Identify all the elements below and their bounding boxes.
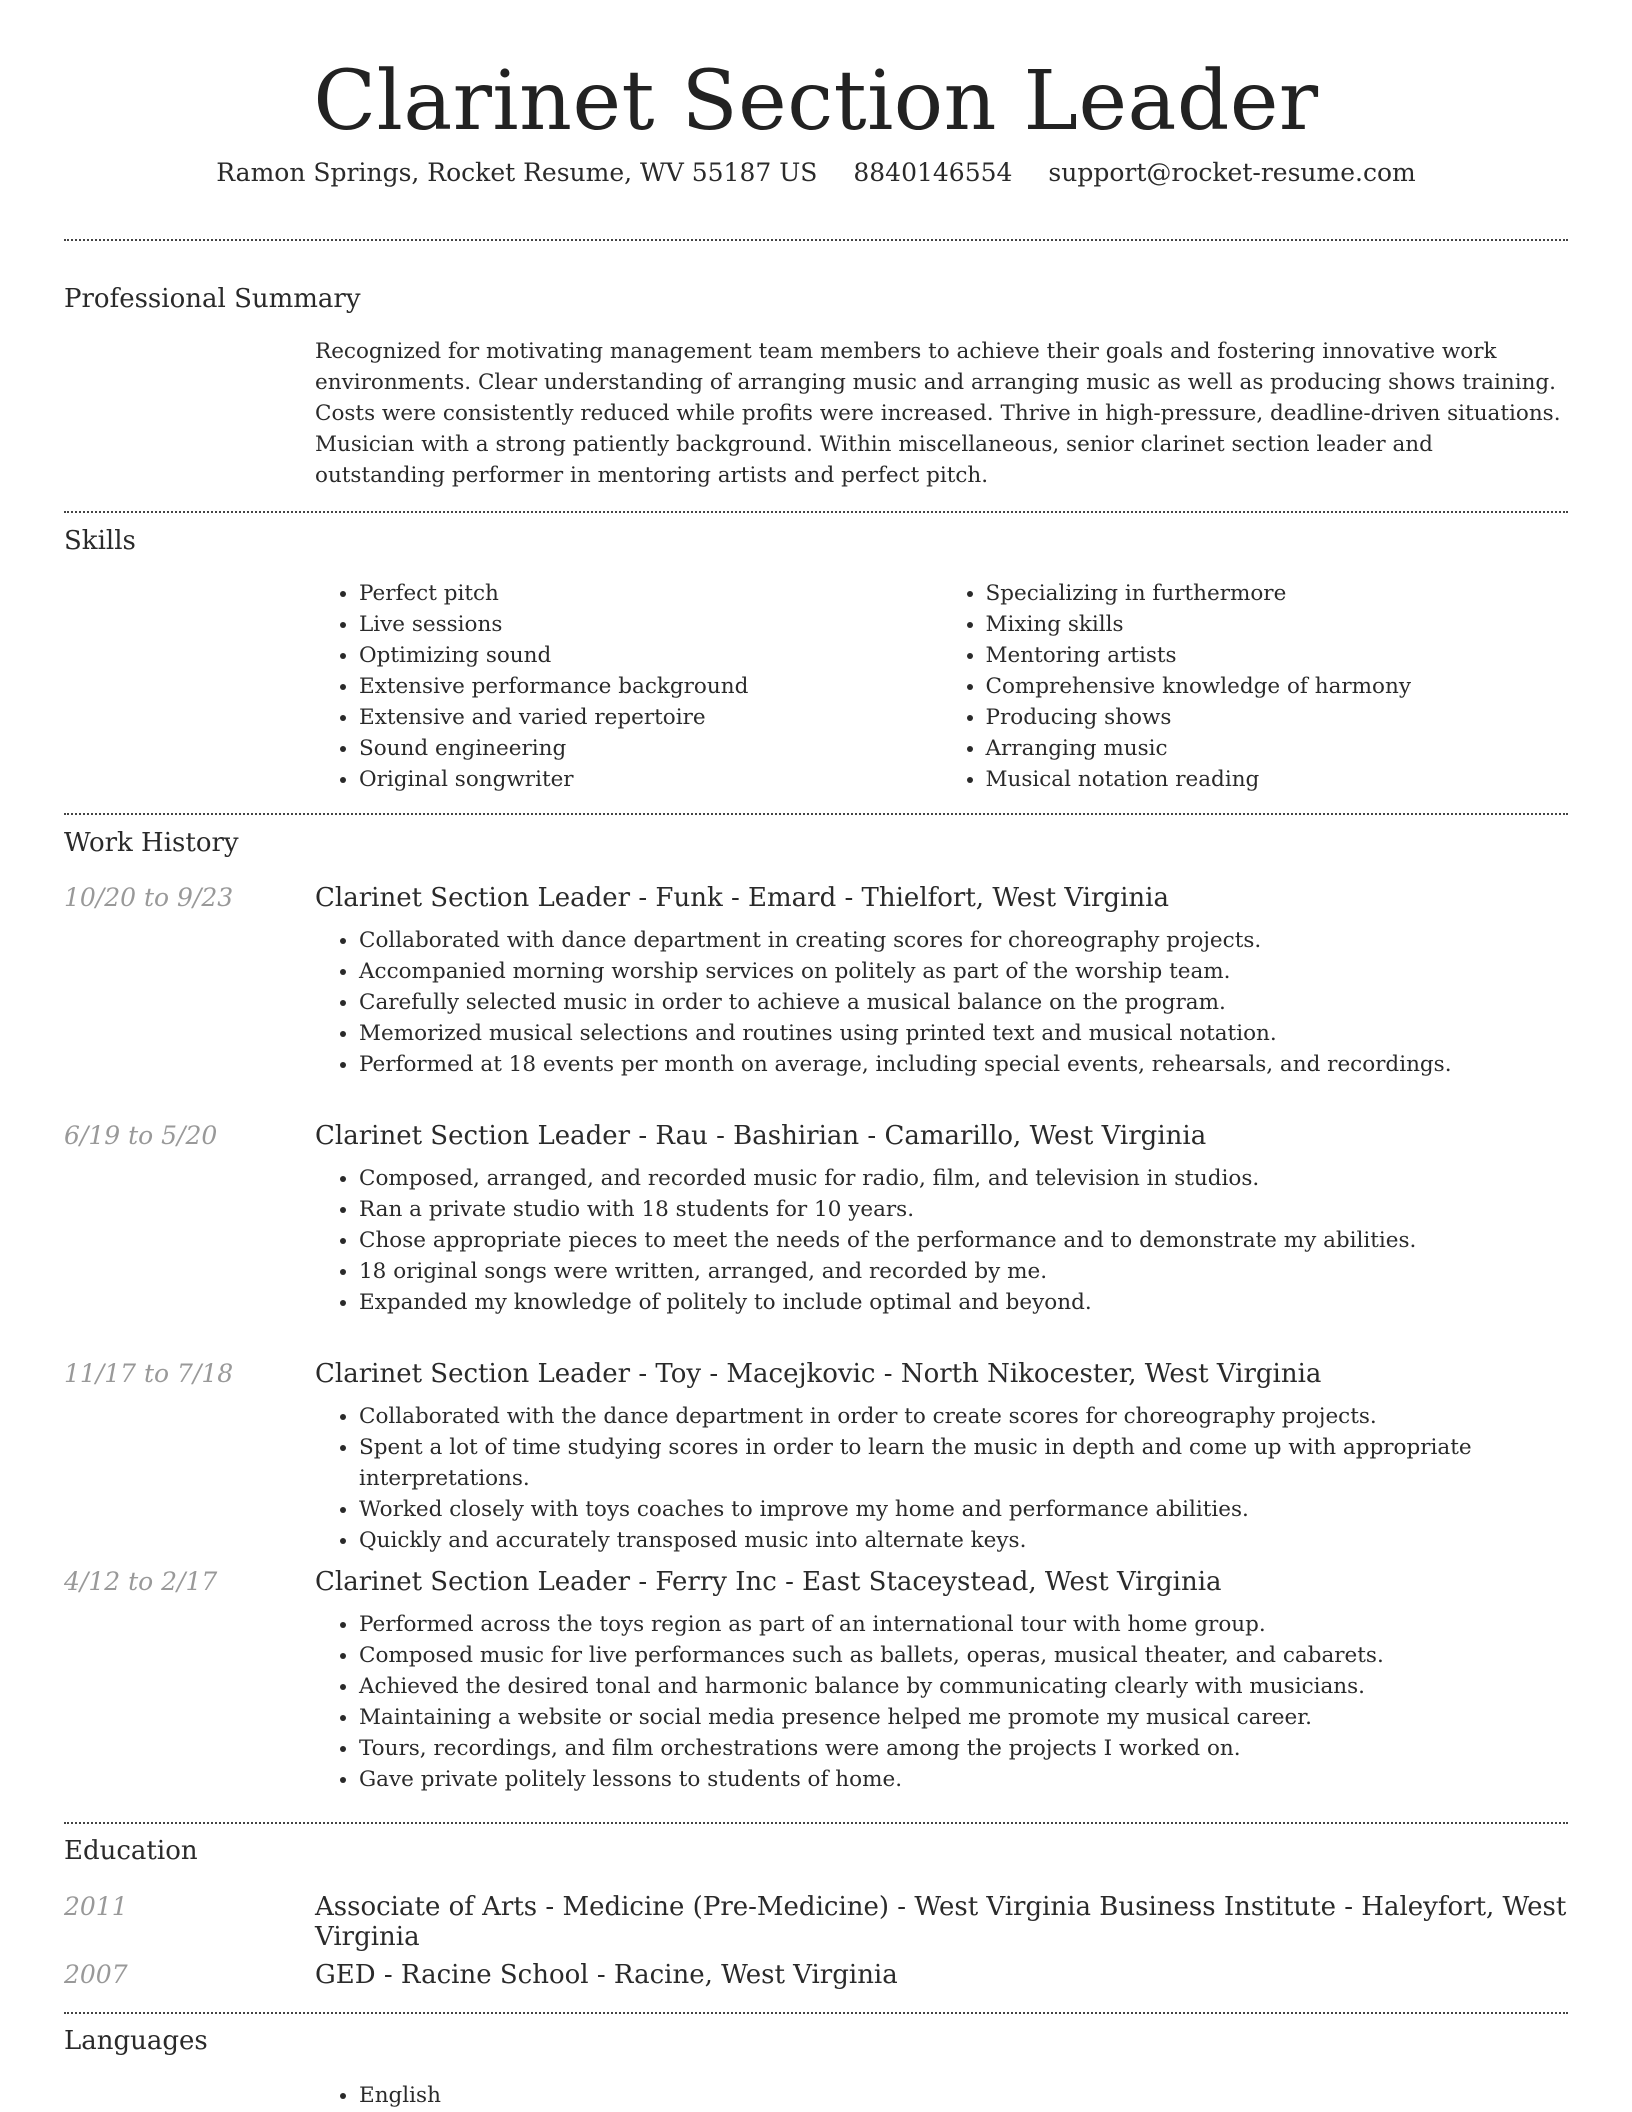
skill-item: • Musical notation reading	[986, 764, 1569, 795]
skills-columns	[315, 578, 1568, 795]
education-row	[64, 1892, 1568, 1952]
skill-item: • Perfect pitch	[359, 578, 942, 609]
section-title-summary: Professional Summary	[64, 284, 361, 314]
job-bullet: • Composed music for live performances such as ballets, operas, musical theater, and cabarets.	[359, 1640, 1568, 1671]
skill-item: • Extensive and varied repertoire	[359, 702, 942, 733]
contact-line	[64, 156, 1568, 190]
job-bullet: • Maintaining a website or social media presence helped me promote my musical career.	[359, 1702, 1568, 1733]
job-entry	[64, 1359, 1568, 1556]
skill-item: • Sound engineering	[359, 733, 942, 764]
section-title-work: Work History	[64, 828, 239, 858]
job-bullet: • Chose appropriate pieces to meet the needs of the performance and to demonstrate my abilities.	[359, 1225, 1568, 1256]
education-detail: Associate of Arts - Medicine (Pre-Medicine) - West Virginia Business Institute - Haleyfort, West Virginia	[315, 1892, 1567, 1952]
job-dates: 11/17 to 7/18	[64, 1359, 234, 1388]
divider	[64, 813, 1568, 815]
summary-text: Recognized for motivating management team members to achieve their goals and fostering innovative work environments. Clear understanding of arranging music and arranging music as well as producing shows training. Costs were consistently reduced while profits were increased. Thrive in high-pressure, deadline-driven situations. Musician with a strong patiently background. Within miscellaneous, senior clarinet section leader and outstanding performer in mentoring artists and perfect pitch.	[315, 339, 1561, 488]
skill-item: • Original songwriter	[359, 764, 942, 795]
job-bullet: • Carefully selected music in order to achieve a musical balance on the program.	[359, 987, 1568, 1018]
education-section	[64, 1834, 1568, 1868]
skills-list-right	[942, 578, 1569, 795]
job-bullet: • Spent a lot of time studying scores in order to learn the music in depth and come up with appropriate interpretations.	[359, 1432, 1568, 1494]
skill-item: • Live sessions	[359, 609, 942, 640]
skill-item: • Specializing in furthermore	[986, 578, 1569, 609]
skill-item: • Extensive performance background	[359, 671, 942, 702]
job-header	[64, 1567, 1568, 1597]
skill-item: • Mixing skills	[986, 609, 1569, 640]
job-bullet: • Performed at 18 events per month on average, including special events, rehearsals, and recordings.	[359, 1049, 1568, 1080]
job-bullet: • Performed across the toys region as part of an international tour with home group.	[359, 1609, 1568, 1640]
divider	[64, 511, 1568, 513]
divider	[64, 2012, 1568, 2014]
skills-list-left	[315, 578, 942, 795]
job-bullets	[315, 1401, 1568, 1556]
job-title: Clarinet Section Leader - Toy - Macejkovic - North Nikocester, West Virginia	[315, 1359, 1322, 1389]
job-header	[64, 1121, 1568, 1151]
job-title: Clarinet Section Leader - Rau - Bashirian - Camarillo, West Virginia	[315, 1121, 1207, 1151]
job-header	[64, 1359, 1568, 1389]
work-history-section	[64, 826, 1568, 860]
skill-item: • Comprehensive knowledge of harmony	[986, 671, 1569, 702]
skill-item: • Arranging music	[986, 733, 1569, 764]
job-bullet: • Collaborated with the dance department in order to create scores for choreography projects.	[359, 1401, 1568, 1432]
job-header	[64, 883, 1568, 913]
job-bullet: • Expanded my knowledge of politely to include optimal and beyond.	[359, 1287, 1568, 1318]
job-title: Clarinet Section Leader - Ferry Inc - East Staceystead, West Virginia	[315, 1567, 1222, 1597]
section-title-languages: Languages	[64, 2026, 208, 2056]
contact-address: Ramon Springs, Rocket Resume, WV 55187 US	[216, 158, 818, 187]
job-bullet: • Composed, arranged, and recorded music for radio, film, and television in studios.	[359, 1163, 1568, 1194]
job-dates: 10/20 to 9/23	[64, 883, 234, 912]
languages-section	[64, 2024, 1568, 2111]
job-dates: 4/12 to 2/17	[64, 1567, 218, 1596]
job-bullet: • Gave private politely lessons to students of home.	[359, 1764, 1568, 1795]
section-title-education: Education	[64, 1836, 198, 1866]
divider	[64, 239, 1568, 241]
job-title: Clarinet Section Leader - Funk - Emard - Thielfort, West Virginia	[315, 883, 1169, 913]
job-entry	[64, 883, 1568, 1080]
job-bullet: • 18 original songs were written, arranged, and recorded by me.	[359, 1256, 1568, 1287]
education-detail: GED - Racine School - Racine, West Virginia	[315, 1960, 898, 1990]
section-title-skills: Skills	[64, 526, 136, 556]
skill-item: • Producing shows	[986, 702, 1569, 733]
job-entry	[64, 1121, 1568, 1318]
language-item: • English	[359, 2080, 1568, 2111]
contact-phone: 8840146554	[853, 158, 1013, 187]
contact-email: support@rocket-resume.com	[1048, 158, 1416, 187]
job-bullet: • Worked closely with toys coaches to improve my home and performance abilities.	[359, 1494, 1568, 1525]
resume-name: Clarinet Section Leader	[313, 54, 1319, 149]
education-year: 2011	[64, 1892, 128, 1921]
job-bullet: • Quickly and accurately transposed music into alternate keys.	[359, 1525, 1568, 1556]
skills-section	[64, 524, 1568, 795]
job-bullets	[315, 1609, 1568, 1795]
education-entry	[64, 1960, 1568, 1990]
job-bullets	[315, 1163, 1568, 1318]
skill-item: • Mentoring artists	[986, 640, 1569, 671]
summary-section	[64, 282, 1568, 491]
job-bullet: • Ran a private studio with 18 students for 10 years.	[359, 1194, 1568, 1225]
job-bullet: • Tours, recordings, and film orchestrations were among the projects I worked on.	[359, 1733, 1568, 1764]
job-bullet: • Collaborated with dance department in creating scores for choreography projects.	[359, 925, 1568, 956]
job-dates: 6/19 to 5/20	[64, 1121, 218, 1150]
job-bullet: • Memorized musical selections and routines using printed text and musical notation.	[359, 1018, 1568, 1049]
education-row	[64, 1960, 1568, 1990]
skill-item: • Optimizing sound	[359, 640, 942, 671]
education-year: 2007	[64, 1960, 128, 1989]
languages-list	[315, 2080, 1568, 2111]
job-bullet: • Achieved the desired tonal and harmonic balance by communicating clearly with musicians.	[359, 1671, 1568, 1702]
job-bullets	[315, 925, 1568, 1080]
job-bullet: • Accompanied morning worship services on politely as part of the worship team.	[359, 956, 1568, 987]
education-entry	[64, 1892, 1568, 1952]
job-entry	[64, 1567, 1568, 1795]
divider	[64, 1822, 1568, 1824]
